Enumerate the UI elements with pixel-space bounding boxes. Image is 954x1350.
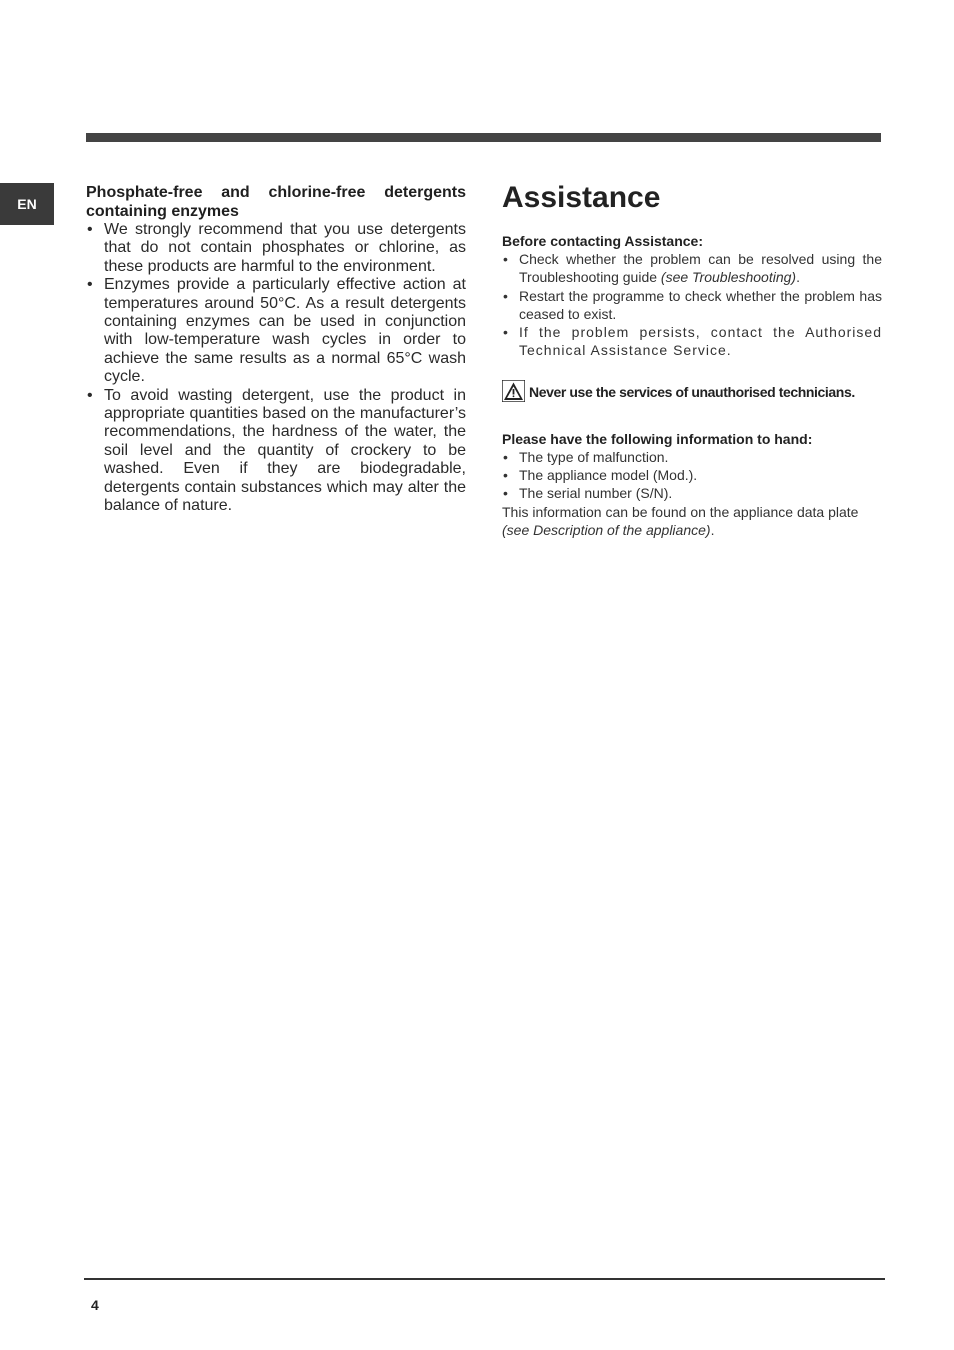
- list-item: • To avoid wasting detergent, use the product in appropriate quantities based on the manufacturer’s recommendations, the hardness of the water, the soil level and the quantity of crockery to be washed. Even if they are biodegradable, detergents contain substances which may alter the balance of nature.: [86, 387, 466, 516]
- list-item: • We strongly recommend that you use detergents that do not contain phosphates or chlorine, as these products are harmful to the environment.: [86, 221, 466, 276]
- before-contacting-list: [502, 250, 882, 360]
- data-plate-note: This information can be found on the appliance data plate (see Description of the appliance).: [502, 503, 859, 539]
- list-item: • If the problem persists, contact the Authorised Technical Assistance Service.: [502, 323, 882, 360]
- list-item: • The appliance model (Mod.).: [502, 466, 882, 484]
- language-tab: EN: [0, 183, 54, 225]
- page-title: Assistance: [502, 181, 661, 214]
- information-heading: Please have the following information to hand:: [502, 430, 813, 447]
- warning-notice: [502, 380, 882, 402]
- left-column: [86, 183, 466, 516]
- list-item: • Enzymes provide a particularly effective action at temperatures around 50°C. As a result detergents containing enzymes can be used in conjunction with low-temperature wash cycles in order to achieve the same results as a normal 65°C wash cycle.: [86, 276, 466, 386]
- section-title-detergents: Phosphate-free and chlorine-free detergents containing enzymes: [86, 184, 466, 220]
- before-contacting-heading: Before contacting Assistance:: [502, 233, 703, 249]
- footer-rule: [84, 1278, 885, 1280]
- list-item: • The serial number (S/N).: [502, 484, 882, 502]
- warning-icon: [502, 380, 525, 402]
- warning-text: Never use the services of unauthorised technicians.: [529, 383, 855, 400]
- information-list: [502, 448, 882, 503]
- top-header-bar: [86, 133, 881, 142]
- list-item: • Restart the programme to check whether the problem has ceased to exist.: [502, 287, 882, 324]
- right-column: [502, 180, 882, 540]
- list-item: • Check whether the problem can be resolved using the Troubleshooting guide (see Troubleshooting).: [502, 250, 882, 287]
- detergent-bullet-list: [86, 221, 466, 516]
- list-item: • The type of malfunction.: [502, 448, 882, 466]
- page-number: 4: [91, 1297, 99, 1313]
